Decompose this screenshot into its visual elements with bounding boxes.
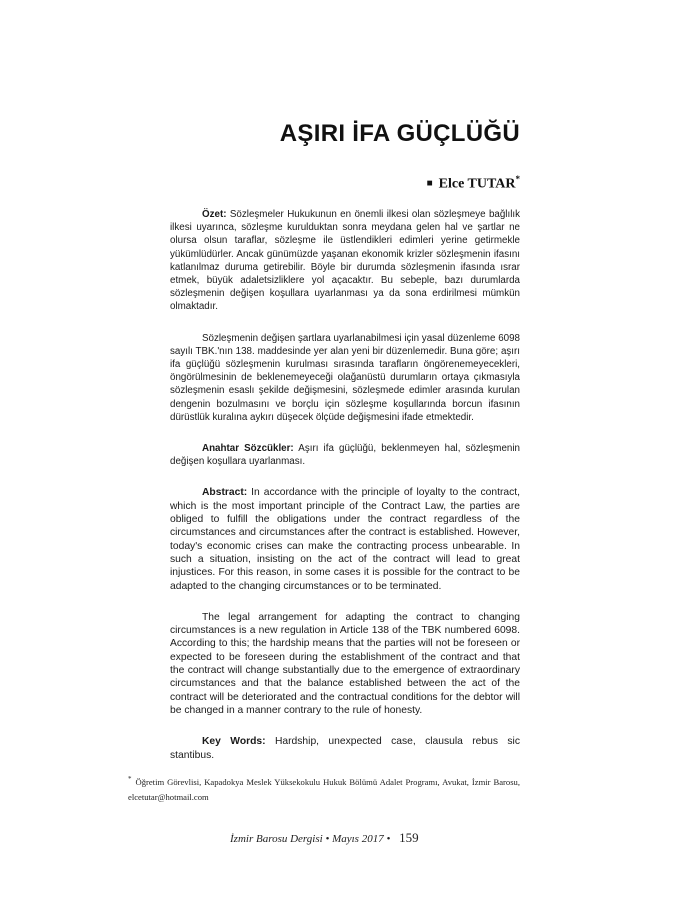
anahtar-sozcukler-label: Anahtar Sözcükler: — [202, 443, 294, 455]
keywords-en — [170, 735, 520, 762]
paragraph-text: Sözleşmenin değişen şartlara uyarlanabilmesi için yasal düzenleme 6098 sayılı TBK.'nın 138. maddesinde yer alan yeni bir düzenlemedir. Buna göre; aşırı ifa güçlüğü sözleşmenin kurulması sırasında tarafların öngörenemeyecekleri, öngörülmesinin de beklenemeyeceği olağanüstü durumların ortaya çıkmasıyla sözleşmenin esaslı şekilde değişmesini, sözleşmede edimler arasında kurulan dengenin bozulmasını ve borçlu için sözleşme koşullarında borcun ifasının dürüstlük kuralına aykırı düşecek ölçüde değişmesini ifade etmektedir. — [170, 332, 520, 423]
footnote-mark: * — [128, 775, 132, 783]
footer-separator: • — [322, 833, 333, 845]
author-footnote-mark: * — [515, 174, 520, 184]
abstract-en-paragraph-1 — [170, 486, 520, 592]
issue-date: Mayıs 2017 — [332, 833, 384, 845]
article-title: AŞIRI İFA GÜÇLÜĞÜ — [279, 120, 520, 147]
keywords-tr — [170, 442, 520, 468]
paragraph-text: Hardship, unexpected case, clausula rebus sic stantibus. — [170, 736, 520, 761]
author-footnote — [128, 772, 520, 805]
author-name: Elce TUTAR — [438, 176, 516, 192]
author-line — [427, 174, 520, 193]
paragraph-text: Sözleşmeler Hukukunun en önemli ilkesi olan sözleşmeye bağlılık ilkesi uyarınca, sözleşme kurulduktan sonra meydana gelen hal ve şartlar ne olursa olsun taraflar, sözleşme ile üstlendikleri edimleri yerine getirmekle yükümlüdürler. Ancak günümüzde yaşanan ekonomik krizler sözleşmenin ifasını katlanılmaz duruma getirebilir. Böyle bir durumda sözleşmenin ifasında ısrar etmek, büyük adaletsizliklere yol açacaktır. Bu sebeple, bazı durumlarda sözleşmenin değişen koşullara uyarlanması ya da sona erdirilmesi mümkün olmaktadır. — [170, 209, 520, 313]
author-bullet: ■ — [426, 177, 433, 189]
abstract-en-paragraph-2 — [170, 611, 520, 717]
page-number: 159 — [399, 830, 419, 845]
ozet-label: Özet: — [202, 209, 227, 220]
running-footer — [230, 830, 419, 846]
article-body — [170, 208, 520, 780]
abstract-label: Abstract: — [202, 487, 248, 499]
key-words-label: Key Words: — [202, 736, 266, 748]
footer-separator: • — [383, 833, 394, 845]
paragraph-text: The legal arrangement for adapting the contract to changing circumstances is a new regulation in Article 138 of the TBK numbered 6098. According to this; the hardship means that the parties will not be foreseen or expected to be foreseen during the establishment of the contract and that the contract will change substantially due to the emergence of extraordinary circumstances and that the balance established between the act of the contract will be deteriorated and the contractual conditions for the debtor will be changed in a manner contrary to the rule of honesty. — [170, 611, 520, 716]
footnote-text: Öğretim Görevlisi, Kapadokya Meslek Yüksekokulu Hukuk Bölümü Adalet Programı, Avukat, İzmir Barosu, elcetutar@hotmail.com — [128, 776, 520, 802]
abstract-tr-paragraph-1 — [170, 208, 520, 314]
paragraph-text: Aşırı ifa güçlüğü, beklenmeyen hal, sözleşmenin değişen koşullara uyarlanması. — [170, 443, 520, 468]
abstract-tr-paragraph-2 — [170, 332, 520, 424]
paragraph-text: In accordance with the principle of loyalty to the contract, which is the most important principle of the Contract Law, the parties are obliged to fulfill the obligations under the contract regardless of the circumstances and circumstances after the contract is established. However, today's economic crises can make the contracting process unbearable. In such a situation, insisting on the act of the contract will lead to great injustices. For this reason, in some cases it is possible for the contract to be adapted to the changing circumstances or to be terminated. — [170, 487, 520, 592]
journal-name: İzmir Barosu Dergisi — [230, 833, 323, 845]
